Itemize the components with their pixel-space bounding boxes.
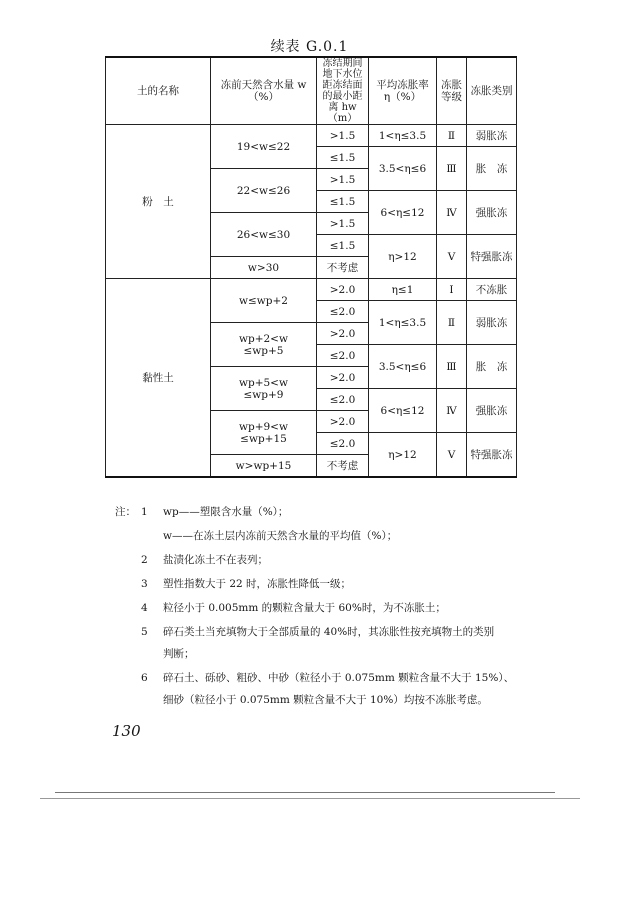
category-cell: 不冻胀 xyxy=(467,279,517,301)
category-cell: 弱胀冻 xyxy=(467,301,517,345)
rate-cell: 1<η≤3.5 xyxy=(369,125,437,147)
soil-name-cell: 粉 土 xyxy=(106,125,211,279)
note-item xyxy=(141,576,351,591)
note-text: 粒径小于 0.005mm 的颗粒含量大于 60%时，为不冻胀土； xyxy=(163,602,446,614)
distance-cell: ≤1.5 xyxy=(317,235,369,257)
water-content-cell: 22<w≤26 xyxy=(211,169,317,213)
note-number: 6 xyxy=(141,672,148,684)
water-content-cell: 26<w≤30 xyxy=(211,213,317,257)
note-text: 碎石土、砾砂、粗砂、中砂（粒径小于 0.075mm 颗粒含量不大于 15%）、 xyxy=(163,672,515,684)
note-item xyxy=(163,646,195,661)
distance-cell: >1.5 xyxy=(317,125,369,147)
note-item xyxy=(163,528,397,543)
distance-cell: 不考虑 xyxy=(317,257,369,279)
rate-cell: η>12 xyxy=(369,235,437,279)
water-content-cell: wp+2<w ≤wp+5 xyxy=(211,323,317,367)
note-item xyxy=(141,670,514,685)
header-groundwater-distance: 冻结期间地下水位距冻结面的最小距离 hw（m） xyxy=(317,57,369,125)
scan-line-upper xyxy=(55,792,555,793)
header-frost-heave-rate: 平均冻胀率 η（%） xyxy=(369,57,437,125)
note-item xyxy=(141,504,288,519)
distance-cell: >2.0 xyxy=(317,411,369,433)
note-item xyxy=(163,692,488,707)
category-cell: 胀 冻 xyxy=(467,147,517,191)
note-text: 细砂（粒径小于 0.075mm 颗粒含量不大于 10%）均按不冻胀考虑。 xyxy=(163,694,488,706)
distance-cell: ≤2.0 xyxy=(317,389,369,411)
note-number: 3 xyxy=(141,578,148,590)
distance-cell: >1.5 xyxy=(317,213,369,235)
note-text: w——在冻土层内冻前天然含水量的平均值（%）； xyxy=(163,530,398,542)
note-item xyxy=(141,624,494,639)
soil-name-cell: 黏性土 xyxy=(106,279,211,478)
header-water-content: 冻前天然含水量 w（%） xyxy=(211,57,317,125)
table-header-row xyxy=(106,57,517,125)
grade-cell: Ⅴ xyxy=(437,433,467,478)
distance-cell: ≤1.5 xyxy=(317,147,369,169)
table-row xyxy=(106,125,517,147)
grade-cell: Ⅴ xyxy=(437,235,467,279)
water-content-cell: w>wp+15 xyxy=(211,455,317,478)
category-cell: 强胀冻 xyxy=(467,191,517,235)
category-cell: 特强胀冻 xyxy=(467,433,517,478)
note-text: 判断； xyxy=(163,648,195,660)
distance-cell: >2.0 xyxy=(317,367,369,389)
category-cell: 胀 冻 xyxy=(467,345,517,389)
category-cell: 弱胀冻 xyxy=(467,125,517,147)
water-content-cell: w>30 xyxy=(211,257,317,279)
distance-cell: ≤2.0 xyxy=(317,433,369,455)
notes-label: 注： xyxy=(115,506,136,518)
header-frost-heave-grade: 冻胀等级 xyxy=(437,57,467,125)
page-title: 续表 G.0.1 xyxy=(270,39,349,55)
distance-cell: ≤1.5 xyxy=(317,191,369,213)
page-number: 130 xyxy=(112,722,141,740)
distance-cell: 不考虑 xyxy=(317,455,369,478)
scan-line-lower xyxy=(40,798,580,799)
grade-cell: Ⅲ xyxy=(437,345,467,389)
water-content-cell: wp+9<w ≤wp+15 xyxy=(211,411,317,455)
header-frost-heave-category: 冻胀类别 xyxy=(467,57,517,125)
rate-cell: 1<η≤3.5 xyxy=(369,301,437,345)
note-text: 碎石类土当充填物大于全部质量的 40%时，其冻胀性按充填物土的类别 xyxy=(163,626,495,638)
note-number: 5 xyxy=(141,626,148,638)
distance-cell: ≤2.0 xyxy=(317,301,369,323)
grade-cell: Ⅳ xyxy=(437,191,467,235)
category-cell: 特强胀冻 xyxy=(467,235,517,279)
water-content-cell: wp+5<w ≤wp+9 xyxy=(211,367,317,411)
grade-cell: Ⅳ xyxy=(437,389,467,433)
water-content-cell: 19<w≤22 xyxy=(211,125,317,169)
header-soil-name: 土的名称 xyxy=(106,57,211,125)
note-number: 4 xyxy=(141,602,148,614)
water-content-cell: w≤wp+2 xyxy=(211,279,317,323)
note-text: wp——塑限含水量（%）； xyxy=(163,506,289,518)
note-text: 塑性指数大于 22 时，冻胀性降低一级； xyxy=(163,578,352,590)
distance-cell: >1.5 xyxy=(317,169,369,191)
rate-cell: 3.5<η≤6 xyxy=(369,345,437,389)
table-row xyxy=(106,279,517,301)
rate-cell: η≤1 xyxy=(369,279,437,301)
frost-heave-table xyxy=(105,56,517,478)
category-cell: 强胀冻 xyxy=(467,389,517,433)
grade-cell: Ⅱ xyxy=(437,125,467,147)
grade-cell: Ⅱ xyxy=(437,301,467,345)
rate-cell: 6<η≤12 xyxy=(369,191,437,235)
distance-cell: >2.0 xyxy=(317,323,369,345)
note-item xyxy=(141,600,446,615)
distance-cell: ≤2.0 xyxy=(317,345,369,367)
rate-cell: 3.5<η≤6 xyxy=(369,147,437,191)
rate-cell: η>12 xyxy=(369,433,437,478)
rate-cell: 6<η≤12 xyxy=(369,389,437,433)
note-number: 1 xyxy=(141,506,148,518)
grade-cell: Ⅲ xyxy=(437,147,467,191)
note-number: 2 xyxy=(141,554,148,566)
distance-cell: >2.0 xyxy=(317,279,369,301)
note-text: 盐渍化冻土不在表列； xyxy=(163,554,268,566)
note-item xyxy=(141,552,268,567)
grade-cell: Ⅰ xyxy=(437,279,467,301)
